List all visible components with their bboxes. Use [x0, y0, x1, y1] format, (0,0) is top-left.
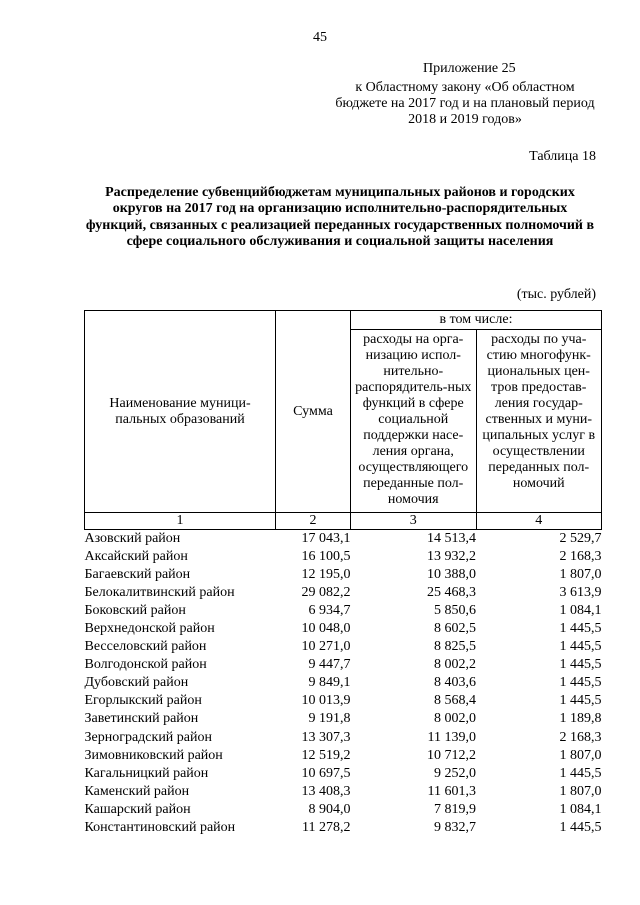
mfc-expenses-cell: 1 807,0: [559, 567, 602, 583]
sum-cell: 10 697,5: [301, 765, 351, 781]
sum-cell: 9 191,8: [308, 711, 351, 727]
table-row: [85, 656, 602, 674]
mfc-expenses-cell: 2 168,3: [559, 729, 602, 745]
sum-cell: 9 849,1: [308, 675, 351, 691]
column-number-4: 4: [476, 513, 602, 530]
unit-label: (тыс. рублей): [516, 287, 596, 302]
header-including: в том числе:: [351, 311, 602, 330]
district-name: Дубовский район: [84, 675, 189, 691]
header-col4: расходы по уча-стию многофунк-циональных цен-тров предостав-ления государ-ственных и муни-ципальных услуг в осуществлении переданных пол-номочий: [476, 330, 602, 513]
district-name: Верхнедонской район: [84, 621, 215, 637]
district-name: Белокалитвинский район: [84, 585, 235, 601]
header-col3: расходы на орга-низацию испол-нительно-распорядитель-ных функций в сфере социальной поддержки насе-ления органа, осуществляющего переданные пол-номочия: [351, 330, 477, 513]
sum-cell: 12 519,2: [301, 747, 351, 763]
sum-cell: 17 043,1: [301, 531, 351, 547]
district-name: Боковский район: [84, 603, 186, 619]
mfc-expenses-cell: 1 807,0: [559, 783, 602, 799]
mfc-expenses-cell: 3 613,9: [559, 585, 602, 601]
admin-expenses-cell: 8 002,2: [434, 657, 476, 673]
header-name: Наименование муници-пальных образований: [85, 311, 276, 513]
sum-cell: 13 307,3: [301, 729, 351, 745]
table-row: [85, 602, 602, 620]
admin-expenses-cell: 8 568,4: [434, 693, 476, 709]
admin-expenses-cell: 11 601,3: [427, 783, 476, 799]
sum-cell: 6 934,7: [308, 603, 351, 619]
table-row: [85, 638, 602, 656]
column-number-2: 2: [276, 513, 351, 530]
table-row: [85, 765, 602, 783]
mfc-expenses-cell: 2 168,3: [559, 549, 602, 565]
table-label: Таблица 18: [529, 149, 596, 164]
district-name: Егорлыкский район: [84, 693, 202, 709]
admin-expenses-cell: 25 468,3: [427, 585, 476, 601]
admin-expenses-cell: 11 139,0: [427, 729, 476, 745]
table-row: [85, 783, 602, 801]
table-row: [85, 801, 602, 819]
district-name: Кагальницкий район: [84, 765, 209, 781]
appendix-label: Приложение 25: [423, 61, 516, 76]
mfc-expenses-cell: 1 445,5: [559, 693, 602, 709]
law-reference: к Областному закону «Об областном бюджете на 2017 год и на плановый период 2018 и 2019 годов»: [335, 80, 595, 127]
table-row: [85, 548, 602, 566]
mfc-expenses-cell: 1 445,5: [559, 819, 602, 835]
district-name: Весселовский район: [84, 639, 207, 655]
sum-cell: 8 904,0: [308, 801, 351, 817]
sum-cell: 13 408,3: [301, 783, 351, 799]
sum-cell: 9 447,7: [308, 657, 351, 673]
district-name: Аксайский район: [84, 549, 188, 565]
table-row: [85, 747, 602, 765]
mfc-expenses-cell: 1 445,5: [559, 621, 602, 637]
table-row: [85, 819, 602, 837]
sum-cell: 16 100,5: [301, 549, 351, 565]
sum-cell: 10 048,0: [301, 621, 351, 637]
table-row: [85, 620, 602, 638]
admin-expenses-cell: 8 002,0: [434, 711, 476, 727]
admin-expenses-cell: 8 602,5: [434, 621, 476, 637]
sum-cell: 10 271,0: [301, 639, 351, 655]
district-name: Заветинский район: [84, 711, 199, 727]
district-name: Волгодонской район: [84, 657, 207, 673]
admin-expenses-cell: 5 850,6: [434, 603, 476, 619]
mfc-expenses-cell: 1 445,5: [559, 765, 602, 781]
mfc-expenses-cell: 1 189,8: [559, 711, 602, 727]
district-name: Азовский район: [84, 531, 181, 547]
admin-expenses-cell: 9 832,7: [434, 819, 476, 835]
admin-expenses-cell: 10 388,0: [427, 567, 476, 583]
header-sum: Сумма: [276, 311, 351, 513]
page-number: 45: [313, 30, 327, 45]
admin-expenses-cell: 8 403,6: [434, 675, 476, 691]
district-name: Зимовниковский район: [84, 747, 223, 763]
district-name: Константиновский район: [84, 819, 236, 835]
district-name: Багаевский район: [84, 567, 191, 583]
table-row: [85, 584, 602, 602]
admin-expenses-cell: 10 712,2: [427, 747, 476, 763]
column-number-1: 1: [85, 513, 276, 530]
sum-cell: 29 082,2: [301, 585, 351, 601]
admin-expenses-cell: 8 825,5: [434, 639, 476, 655]
table-row: [85, 674, 602, 692]
mfc-expenses-cell: 1 084,1: [559, 801, 602, 817]
column-number-3: 3: [351, 513, 477, 530]
district-name: Кашарский район: [84, 801, 191, 817]
mfc-expenses-cell: 1 807,0: [559, 747, 602, 763]
mfc-expenses-cell: 1 445,5: [559, 675, 602, 691]
table-row: [85, 692, 602, 710]
sum-cell: 11 278,2: [302, 819, 351, 835]
table-row: [85, 566, 602, 584]
mfc-expenses-cell: 1 445,5: [559, 657, 602, 673]
table-row: [85, 729, 602, 747]
admin-expenses-cell: 14 513,4: [427, 531, 476, 547]
admin-expenses-cell: 7 819,9: [434, 801, 476, 817]
admin-expenses-cell: 13 932,2: [427, 549, 476, 565]
mfc-expenses-cell: 1 445,5: [559, 639, 602, 655]
table-row: [85, 530, 602, 549]
district-name: Каменский район: [84, 783, 190, 799]
mfc-expenses-cell: 2 529,7: [559, 531, 602, 547]
subvention-table: [84, 310, 602, 837]
table-row: [85, 710, 602, 728]
sum-cell: 10 013,9: [301, 693, 351, 709]
sum-cell: 12 195,0: [301, 567, 351, 583]
district-name: Зерноградский район: [84, 729, 212, 745]
document-title: Распределение субвенцийбюджетам муниципальных районов и городских округов на 2017 год на организацию исполнительно-распорядительных функций, связанных с реализацией переданных государственных полномочий в сфере социального обслуживания и социальной защиты населения: [85, 185, 595, 250]
mfc-expenses-cell: 1 084,1: [559, 603, 602, 619]
admin-expenses-cell: 9 252,0: [434, 765, 476, 781]
